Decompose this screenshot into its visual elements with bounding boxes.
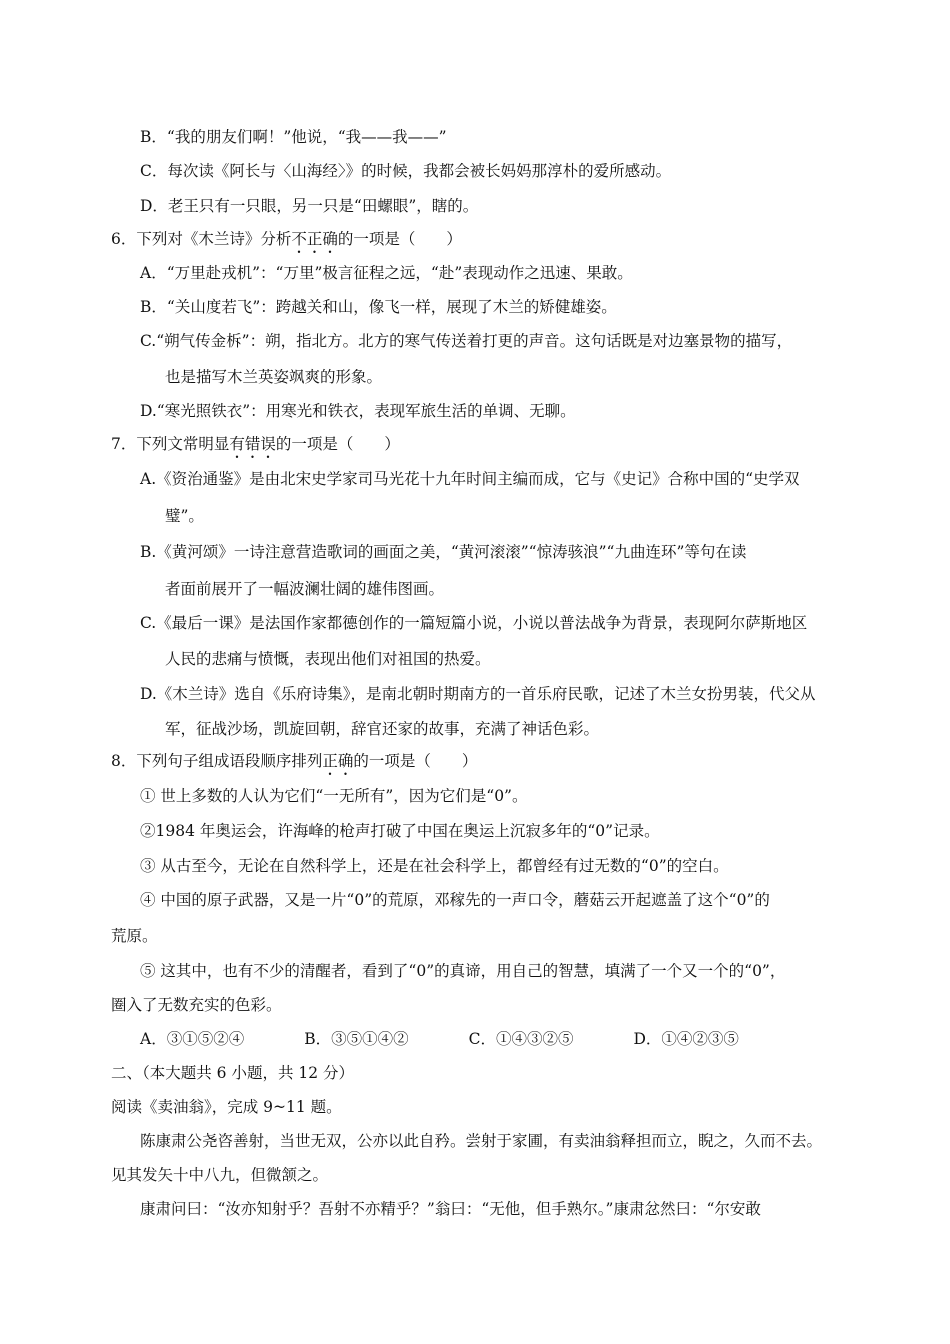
q6-stem-pre: 6．下列对《木兰诗》分析 [111, 230, 292, 248]
q6-option-a: A．“万里赴戎机”：“万里”极言征程之远，“赴”表现动作之迅速、果敢。 [140, 264, 633, 282]
q8-sentence-4-line1: ④ 中国的原子武器，又是一片“0”的荒原，邓稼先的一声口令，蘑菇云开起遮盖了这个“0”的 [140, 891, 770, 909]
q8-option-d: D．①④②③⑤ [633, 1030, 739, 1048]
q7-option-c-line1: C.《最后一课》是法国作家都德创作的一篇短篇小说，小说以普法战争为背景，表现阿尔萨斯地区 [140, 614, 808, 632]
q7-option-d-line1: D.《木兰诗》选自《乐府诗集》，是南北朝时期南方的一首乐府民歌，记述了木兰女扮男装，代父从 [140, 685, 816, 703]
q6-stem-post: 的一项是（ ） [337, 230, 462, 248]
q6-option-c-line1: C.“朔气传金柝”：朔，指北方。北方的寒气传送着打更的声音。这句话既是对边塞景物的描写， [140, 332, 793, 350]
q8-stem-emphasis: 正确 [322, 752, 354, 770]
q7-option-d-line2: 军，征战沙场，凯旋回朝，辞官还家的故事，充满了神话色彩。 [165, 720, 600, 738]
q8-option-b: B．③⑤①④② [304, 1030, 409, 1048]
q6-option-b: B．“关山度若飞”：跨越关和山，像飞一样，展现了木兰的矫健雄姿。 [140, 298, 617, 316]
q5-option-c: C．每次读《阿长与〈山海经〉》的时候，我都会被长妈妈那淳朴的爱所感动。 [140, 162, 672, 180]
passage-paragraph-1-line1: 陈康肃公尧咨善射，当世无双，公亦以此自矜。尝射于家圃，有卖油翁释担而立，睨之，久而不去。 [140, 1132, 823, 1150]
q7-option-b-line1: B.《黄河颂》一诗注意营造歌词的画面之美，“黄河滚滚”“惊涛骇浪”“九曲连环”等句在读 [140, 543, 747, 561]
section-2-intro: 阅读《卖油翁》，完成 9~11 题。 [111, 1098, 342, 1116]
q5-option-b: B．“我的朋友们啊！”他说，“我——我——” [140, 128, 447, 146]
q7-stem-pre: 7．下列文常明显 [111, 435, 230, 453]
section-2-heading: 二、（本大题共 6 小题，共 12 分） [111, 1064, 355, 1082]
q8-option-a: A．③①⑤②④ [140, 1030, 245, 1048]
q8-option-c: C．①④③②⑤ [468, 1030, 574, 1048]
q6-stem-emphasis: 不正确 [291, 230, 338, 248]
q8-sentence-4-line2: 荒原。 [111, 927, 158, 945]
q7-stem-emphasis: 有错误 [229, 435, 276, 453]
q8-sentence-2: ②1984 年奥运会，许海峰的枪声打破了中国在奥运上沉寂多年的“0”记录。 [140, 822, 660, 840]
q6-option-c-line2: 也是描写木兰英姿飒爽的形象。 [165, 368, 383, 386]
q7-option-b-line2: 者面前展开了一幅波澜壮阔的雄伟图画。 [165, 580, 445, 598]
q7-option-c-line2: 人民的悲痛与愤慨，表现出他们对祖国的热爱。 [165, 650, 491, 668]
q7-option-a-line2: 璧”。 [165, 507, 204, 525]
q8-stem [111, 750, 477, 779]
q5-option-d: D．老王只有一只眼，另一只是“田螺眼”，瞎的。 [140, 197, 479, 215]
q7-option-a-line1: A.《资治通鉴》是由北宋史学家司马光花十九年时间主编而成，它与《史记》合称中国的“史学双 [140, 470, 800, 488]
q6-option-d: D.“寒光照铁衣”：用寒光和铁衣，表现军旅生活的单调、无聊。 [140, 402, 576, 420]
q8-sentence-1: ① 世上多数的人认为它们“一无所有”，因为它们是“0”。 [140, 787, 528, 805]
q6-stem [111, 228, 462, 257]
q8-stem-post: 的一项是（ ） [353, 752, 478, 770]
q8-sentence-3: ③ 从古至今，无论在自然科学上，还是在社会科学上，都曾经有过无数的“0”的空白。 [140, 857, 729, 875]
q7-stem-post: 的一项是（ ） [275, 435, 400, 453]
q8-sentence-5-line1: ⑤ 这其中，也有不少的清醒者，看到了“0”的真谛，用自己的智慧，填满了一个又一个的“0”， [140, 962, 786, 980]
q8-sentence-5-line2: 圈入了无数充实的色彩。 [111, 996, 282, 1014]
q8-options [140, 1028, 799, 1050]
passage-paragraph-2-line1: 康肃问曰：“汝亦知射乎？吾射不亦精乎？”翁曰：“无他，但手熟尔。”康肃忿然曰：“尔安敢 [140, 1200, 761, 1218]
q7-stem [111, 433, 400, 462]
q8-stem-pre: 8．下列句子组成语段顺序排列 [111, 752, 323, 770]
passage-paragraph-1-line2: 见其发矢十中八九，但微颔之。 [111, 1166, 329, 1184]
